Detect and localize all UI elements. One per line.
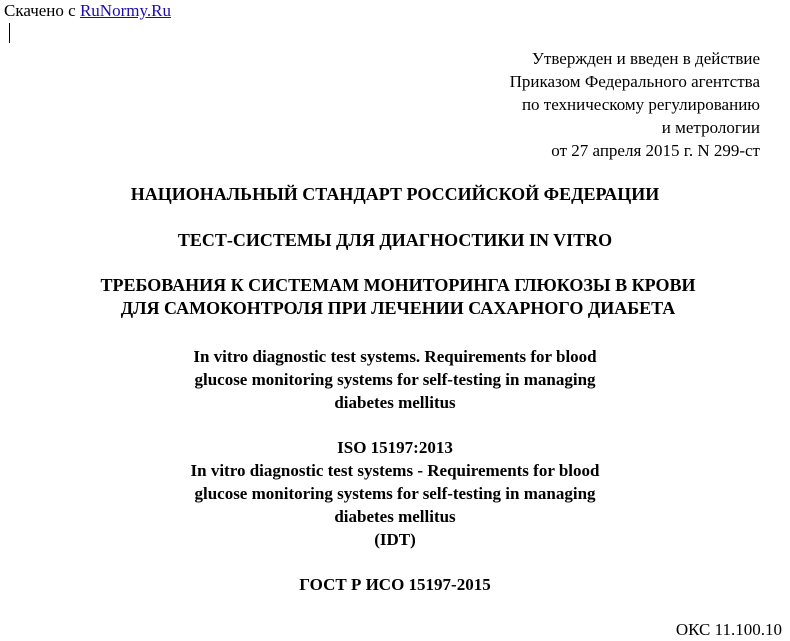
approval-block — [510, 47, 760, 162]
approval-line: от 27 апреля 2015 г. N 299-ст — [551, 141, 760, 160]
approval-line: и метрологии — [661, 118, 760, 137]
approval-line: Утвержден и введен в действие — [531, 49, 760, 68]
test-systems-title: ТЕСТ-СИСТЕМЫ ДЛЯ ДИАГНОСТИКИ IN VITRO — [177, 230, 613, 250]
oks-code: ОКС 11.100.10 — [675, 620, 782, 639]
requirements-title — [3, 274, 790, 320]
idt-label: (IDT) — [374, 530, 416, 549]
english-title-line: glucose monitoring systems for self-testing in managing — [194, 370, 596, 389]
downloaded-prefix: Скачено с — [4, 1, 76, 20]
approval-line: по техническому регулированию — [521, 95, 760, 114]
text-cursor — [9, 23, 10, 43]
iso-title-block — [0, 436, 790, 551]
standard-title: НАЦИОНАЛЬНЫЙ СТАНДАРТ РОССИЙСКОЙ ФЕДЕРАЦИИ — [130, 184, 660, 204]
approval-line: Приказом Федерального агентства — [509, 72, 760, 91]
english-title-line: diabetes mellitus — [334, 393, 456, 412]
requirements-title-line: ДЛЯ САМОКОНТРОЛЯ ПРИ ЛЕЧЕНИИ САХАРНОГО ДИАБЕТА — [120, 298, 676, 318]
iso-title-line: diabetes mellitus — [334, 507, 456, 526]
requirements-title-line: ТРЕБОВАНИЯ К СИСТЕМАМ МОНИТОРИНГА ГЛЮКОЗЫ В КРОВИ — [100, 275, 696, 295]
english-title-line: In vitro diagnostic test systems. Requirements for blood — [193, 347, 597, 366]
download-source-line — [4, 1, 171, 21]
gost-number: ГОСТ Р ИСО 15197-2015 — [299, 575, 491, 594]
runormy-link[interactable]: RuNormy.Ru — [79, 1, 171, 20]
iso-title-line: glucose monitoring systems for self-testing in managing — [194, 484, 596, 503]
english-title — [0, 345, 790, 414]
iso-title-line: In vitro diagnostic test systems - Requirements for blood — [190, 461, 600, 480]
iso-number: ISO 15197:2013 — [337, 438, 453, 457]
